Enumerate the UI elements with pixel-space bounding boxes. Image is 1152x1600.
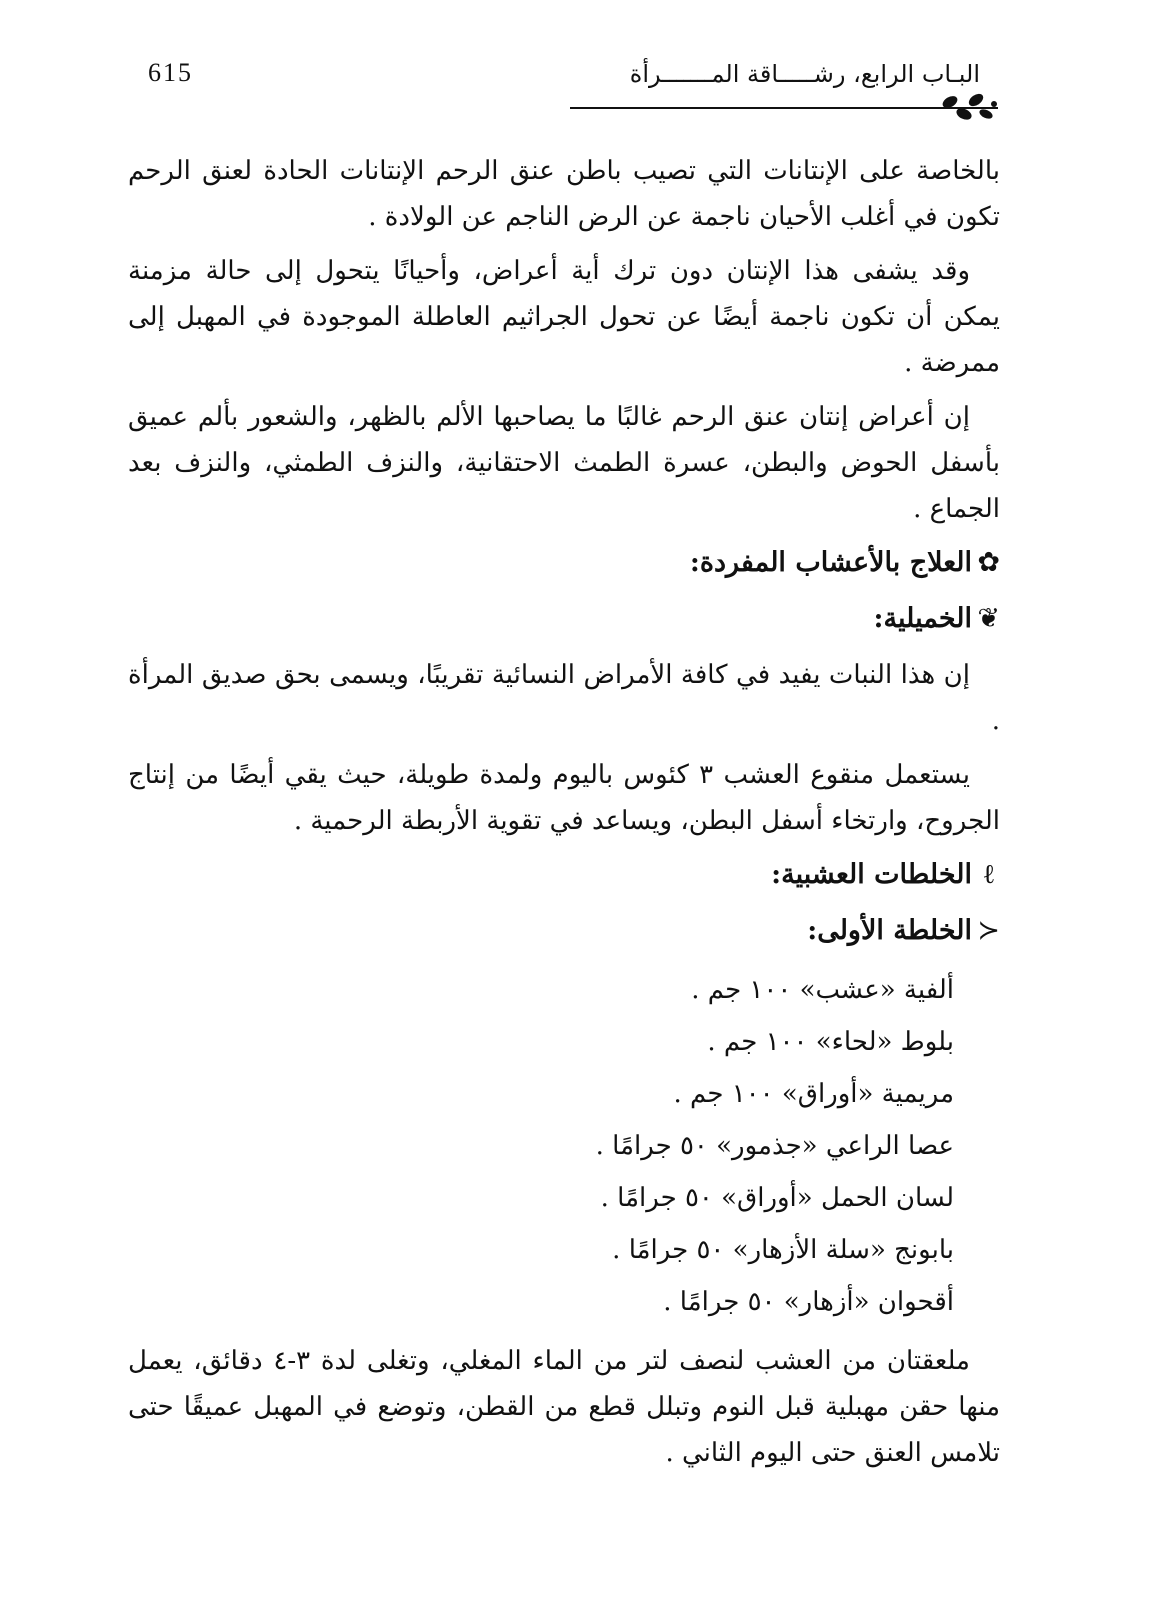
heading-text: الخميلية: (873, 603, 972, 634)
heading-text: الخلطة الأولى: (807, 915, 972, 946)
recipe-item: أقحوان «أزهار» ٥٠ جرامًا . (663, 1287, 954, 1317)
header-rule (570, 107, 950, 109)
arrow-bullet-icon: ≺ (977, 915, 1000, 946)
paragraph: يستعمل منقوع العشب ٣ كئوس باليوم ولمدة طويلة، حيث يقي أيضًا من إنتاج الجروح، وارتخاء أسفل البطن، ويساعد في تقوية الأربطة الرحمية . (128, 760, 1000, 836)
leaf-ornament-icon (920, 90, 1000, 130)
heading-text: العلاج بالأعشاب المفردة: (689, 547, 972, 578)
running-title: البـاب الرابع، رشـــــاقة المـــــــرأة (629, 60, 980, 88)
paragraph: إن هذا النبات يفيد في كافة الأمراض النسائية تقريبًا، ويسمى بحق صديق المرأة . (128, 660, 1000, 736)
heading-text: الخلطات العشبية: (771, 859, 972, 890)
recipe-item: مريمية «أوراق» ١٠٠ جم . (673, 1079, 954, 1109)
leaf-bullet-icon: ❦ (977, 603, 1000, 634)
paragraph: إن أعراض إنتان عنق الرحم غالبًا ما يصاحبها الألم بالظهر، والشعور بألم عميق بأسفل الحوض والبطن، عسرة الطمث الاحتقانية، والنزف الطمثي، والنزف بعد الجماع . (128, 402, 1000, 524)
recipe-item: بابونج «سلة الأزهار» ٥٠ جرامًا . (612, 1235, 954, 1265)
paragraph: وقد يشفى هذا الإنتان دون ترك أية أعراض، وأحيانًا يتحول إلى حالة مزمنة يمكن أن تكون ناجمة أيضًا عن تحول الجراثيم العاطلة الموجودة في المهبل إلى ممرضة . (128, 256, 1000, 378)
section-heading-single-herbs (128, 540, 1000, 586)
leaf-bullet-icon: ℓ (982, 859, 996, 890)
page-number: 615 (148, 58, 193, 87)
recipe-item: بلوط «لحاء» ١٠٠ جم . (707, 1027, 954, 1057)
recipe-item: لسان الحمل «أوراق» ٥٠ جرامًا . (600, 1183, 954, 1213)
section-heading-first-mixture (128, 908, 1000, 954)
section-heading-mixtures (128, 852, 1000, 898)
body-text (128, 148, 1000, 1484)
recipe-list (128, 964, 1000, 1328)
flower-bullet-icon: ✿ (977, 547, 1000, 578)
recipe-item: ألفية «عشب» ١٠٠ جم . (691, 975, 954, 1005)
paragraph: ملعقتان من العشب لنصف لتر من الماء المغلي، وتغلى لدة ٣-٤ دقائق، يعمل منها حقن مهبلية قبل النوم وتبلل قطع من القطن، وتوضع في المهبل عميقًا حتى تلامس العنق حتى اليوم الثاني . (128, 1346, 1000, 1468)
paragraph: بالخاصة على الإنتانات التي تصيب باطن عنق الرحم الإنتانات الحادة لعنق الرحم تكون في أغلب الأحيان ناجمة عن الرض الناجم عن الولادة . (128, 156, 1000, 232)
section-heading-khamilia (128, 596, 1000, 642)
recipe-item: عصا الراعي «جذمور» ٥٠ جرامًا . (595, 1131, 954, 1161)
